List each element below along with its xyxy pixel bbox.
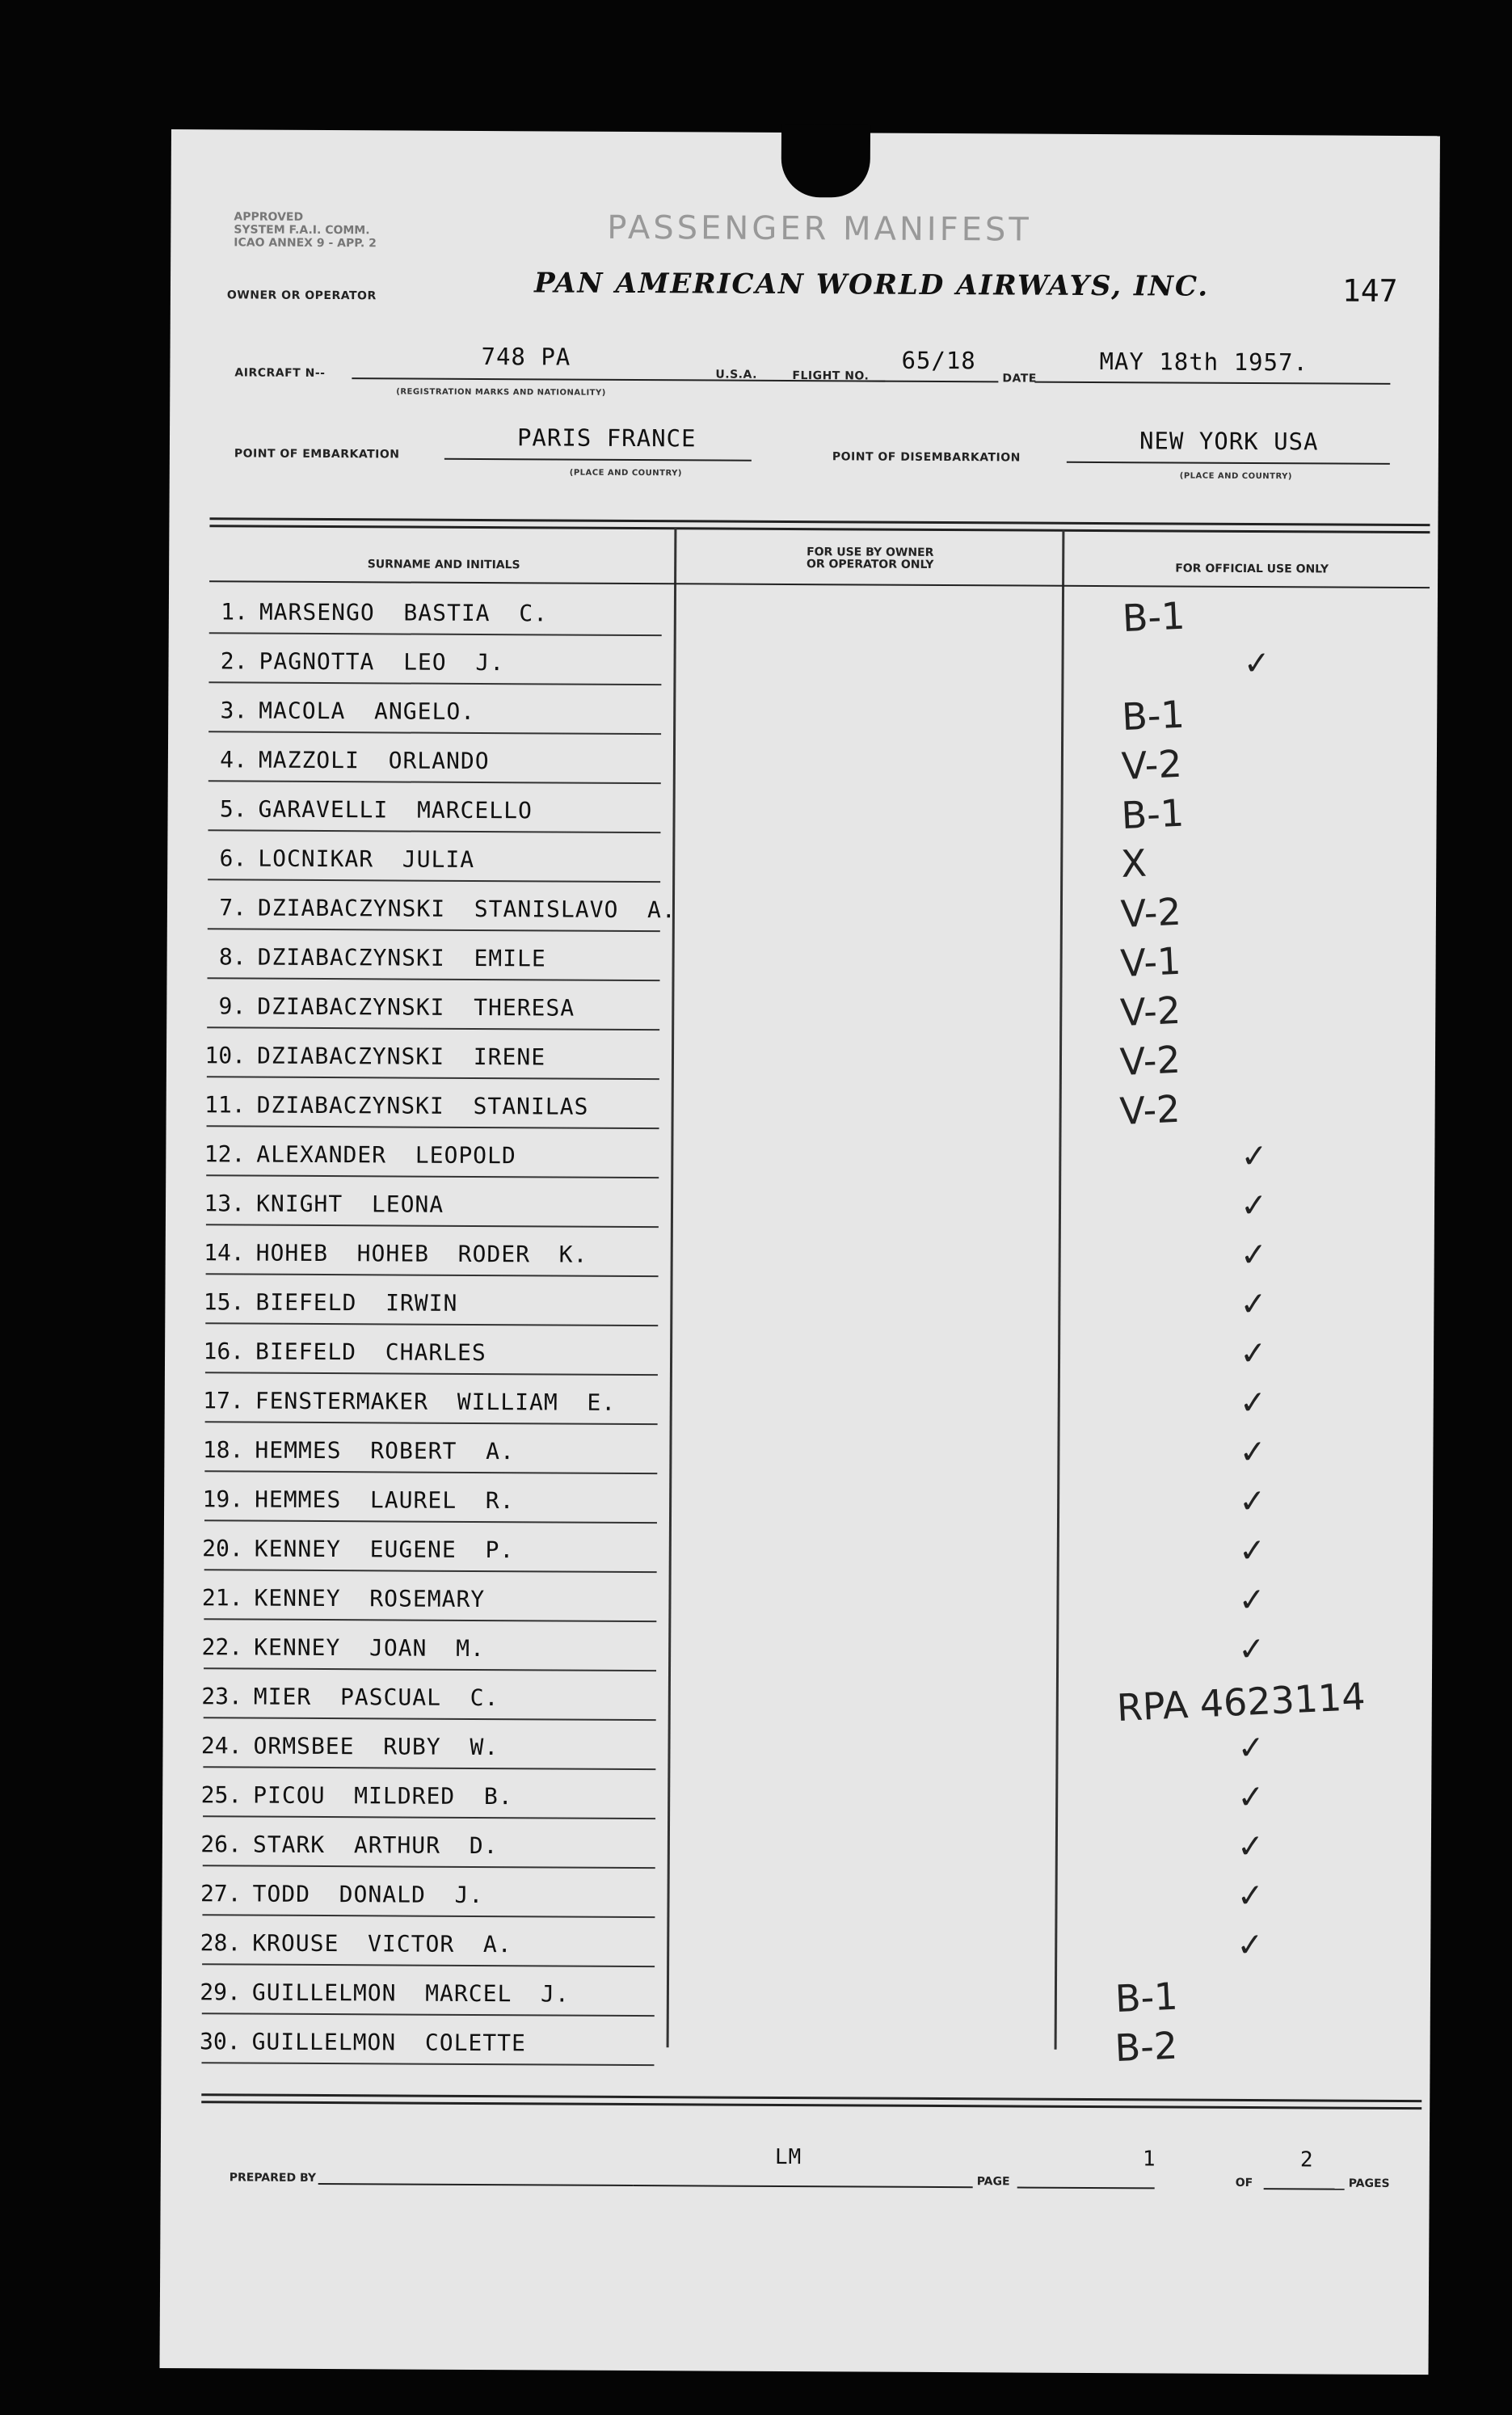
row-underline — [205, 1421, 658, 1425]
manifest-sheet — [159, 129, 1439, 2375]
passenger-number: 28. — [200, 1929, 242, 1957]
passenger-number: 14. — [204, 1239, 245, 1267]
official-mark: V-2 — [1120, 741, 1183, 789]
row-underline — [207, 1026, 659, 1030]
passenger-name: HEMMES ROBERT A. — [255, 1436, 515, 1465]
passenger-number: 2. — [220, 647, 248, 675]
passenger-row — [168, 738, 1437, 794]
passenger-name: KENNEY ROSEMARY — [254, 1584, 486, 1613]
passenger-number: 12. — [204, 1140, 246, 1168]
passenger-row — [168, 689, 1437, 744]
form-title: PASSENGER MANIFEST — [607, 209, 1032, 249]
official-mark: ✓ — [1238, 1482, 1267, 1521]
passenger-name: PICOU MILDRED B. — [253, 1781, 513, 1810]
row-underline — [204, 1618, 656, 1622]
passenger-row — [165, 1280, 1434, 1336]
row-underline — [206, 1273, 659, 1277]
row-underline — [207, 1076, 659, 1080]
passenger-number: 22. — [201, 1633, 243, 1661]
prepared-by-value: LM — [774, 2144, 802, 2170]
row-underline — [203, 1865, 655, 1869]
official-mark: X — [1120, 841, 1148, 886]
passenger-row — [162, 1823, 1431, 1878]
passenger-row — [165, 1379, 1434, 1435]
of-value: 2 — [1299, 2147, 1314, 2173]
owner-value: PAN AMERICAN WORLD AIRWAYS, INC. — [533, 267, 1210, 303]
passenger-number: 25. — [200, 1781, 242, 1809]
row-underline — [206, 1224, 659, 1228]
usa-label: U.S.A. — [715, 368, 757, 381]
passenger-name: MARSENGO BASTIA C. — [259, 598, 549, 627]
passenger-row — [162, 1921, 1430, 1977]
passenger-number: 27. — [200, 1880, 242, 1907]
passenger-name: FENSTERMAKER WILLIAM E. — [255, 1387, 617, 1416]
passenger-number: 5. — [219, 795, 247, 823]
aircraft-label: AIRCRAFT N-- — [234, 366, 326, 381]
passenger-row — [166, 1182, 1434, 1237]
embarkation-sublabel: (PLACE AND COUNTRY) — [569, 468, 682, 478]
flight-value: 65/18 — [901, 346, 976, 375]
passenger-name: GUILLELMON MARCEL J. — [251, 1979, 570, 2008]
official-mark: V-2 — [1118, 1086, 1181, 1134]
passenger-name: HOHEB HOHEB RODER K. — [255, 1239, 588, 1268]
official-mark: ✓ — [1240, 1137, 1269, 1176]
flight-underline — [857, 380, 998, 382]
passenger-row — [167, 837, 1436, 892]
owner-label: OWNER OR OPERATOR — [226, 289, 377, 303]
row-underline — [203, 1766, 655, 1770]
row-underline — [205, 1322, 658, 1326]
row-underline — [204, 1470, 657, 1474]
passenger-name: TODD DONALD J. — [252, 1880, 484, 1909]
header-rule — [209, 580, 1430, 588]
passenger-number: 24. — [200, 1732, 242, 1760]
passenger-row — [168, 639, 1437, 695]
owner-use-header-line: FOR USE BY OWNER — [807, 546, 934, 559]
passenger-row — [164, 1428, 1433, 1484]
passenger-row — [163, 1625, 1432, 1681]
row-underline — [208, 681, 661, 685]
table-top-rule — [209, 517, 1430, 533]
passenger-row — [164, 1477, 1433, 1533]
official-mark: ✓ — [1239, 1186, 1269, 1225]
disembarkation-value: NEW YORK USA — [1139, 427, 1319, 456]
passenger-name: DZIABACZYNSKI STANILAS — [256, 1091, 589, 1120]
approval-line: APPROVED — [234, 210, 304, 224]
passenger-number: 11. — [204, 1091, 246, 1119]
passenger-row — [165, 1330, 1434, 1385]
passenger-row — [162, 1872, 1430, 1928]
official-mark: ✓ — [1239, 1236, 1269, 1275]
date-label: DATE — [1002, 372, 1037, 386]
official-mark: V-2 — [1119, 889, 1182, 937]
row-underline — [206, 1174, 659, 1178]
page-label: PAGE — [976, 2175, 1010, 2189]
passenger-number: 20. — [202, 1535, 243, 1562]
row-underline — [209, 632, 662, 636]
passenger-name: DZIABACZYNSKI THERESA — [257, 993, 575, 1022]
prepared-by-label: PREPARED BY — [229, 2171, 317, 2185]
aircraft-sublabel: (REGISTRATION MARKS AND NATIONALITY) — [396, 387, 606, 398]
row-underline — [208, 928, 660, 932]
passenger-row — [167, 787, 1436, 843]
flight-label: FLIGHT NO. — [792, 369, 870, 383]
embarkation-value: PARIS FRANCE — [516, 424, 697, 453]
passenger-name: KROUSE VICTOR A. — [252, 1929, 512, 1958]
passenger-row — [166, 1034, 1435, 1089]
passenger-number: 7. — [219, 894, 247, 921]
row-underline — [204, 1569, 657, 1573]
approval-line: ICAO ANNEX 9 - APP. 2 — [234, 236, 377, 251]
official-mark: B-1 — [1120, 692, 1186, 740]
passenger-row — [163, 1675, 1432, 1730]
passenger-row — [163, 1576, 1432, 1632]
row-underline — [204, 1519, 657, 1524]
passenger-number: 26. — [200, 1831, 242, 1858]
surname-column-header: SURNAME AND INITIALS — [367, 558, 520, 572]
passenger-number: 6. — [219, 845, 247, 872]
passenger-name: HEMMES LAUREL R. — [255, 1486, 515, 1515]
punched-notch — [781, 124, 870, 198]
passenger-number: 8. — [218, 943, 246, 971]
row-underline — [208, 780, 661, 784]
passenger-number: 23. — [201, 1683, 242, 1710]
prepared-by-underline — [318, 2183, 634, 2186]
official-mark: B-1 — [1121, 593, 1186, 641]
official-mark: ✓ — [1242, 644, 1272, 683]
row-underline — [201, 2062, 654, 2066]
aircraft-value: 748 PA — [481, 343, 571, 371]
official-mark: ✓ — [1238, 1433, 1268, 1472]
passenger-row — [166, 1083, 1435, 1139]
row-underline — [204, 1717, 656, 1721]
official-mark: ✓ — [1236, 1729, 1266, 1768]
passenger-number: 9. — [218, 993, 246, 1020]
passenger-name: KENNEY EUGENE P. — [254, 1535, 515, 1564]
passenger-name: BIEFELD IRWIN — [255, 1288, 458, 1317]
passenger-name: DZIABACZYNSKI IRENE — [256, 1042, 546, 1071]
passenger-number: 1. — [221, 598, 248, 626]
table-bottom-rule — [201, 2093, 1421, 2109]
disembarkation-underline — [1067, 462, 1390, 465]
passenger-number: 13. — [204, 1190, 246, 1217]
passenger-name: MIER PASCUAL C. — [253, 1683, 499, 1712]
passenger-name: GUILLELMON COLETTE — [251, 2028, 526, 2057]
official-mark: ✓ — [1239, 1285, 1268, 1324]
official-mark: V-1 — [1119, 938, 1182, 986]
passenger-number: 16. — [203, 1338, 245, 1365]
passenger-row — [166, 1231, 1434, 1287]
prepared-underline-2 — [634, 2185, 973, 2188]
passenger-number: 21. — [201, 1584, 243, 1612]
passenger-row — [166, 984, 1435, 1040]
embarkation-underline — [444, 458, 752, 462]
page-number: 147 — [1341, 272, 1398, 309]
official-mark: ✓ — [1237, 1581, 1267, 1620]
official-mark: RPA 4623114 — [1115, 1674, 1367, 1730]
passenger-number: 29. — [200, 1979, 242, 2006]
official-mark: ✓ — [1236, 1778, 1266, 1817]
row-underline — [204, 1667, 656, 1671]
passenger-number: 10. — [204, 1042, 246, 1069]
official-mark: ✓ — [1239, 1334, 1268, 1373]
passenger-name: MAZZOLI ORLANDO — [258, 746, 490, 775]
row-underline — [208, 829, 660, 833]
passenger-number: 30. — [199, 2028, 241, 2055]
pages-label: PAGES — [1348, 2177, 1390, 2190]
row-underline — [205, 1372, 658, 1376]
page-value: 1 — [1142, 2147, 1156, 2172]
passenger-name: KENNEY JOAN M. — [254, 1633, 485, 1663]
passenger-number: 15. — [203, 1288, 245, 1316]
official-mark: B-2 — [1114, 2023, 1179, 2071]
row-underline — [207, 977, 659, 981]
official-mark: B-1 — [1114, 1974, 1179, 2021]
passenger-name: LOCNIKAR JULIA — [258, 845, 475, 873]
passenger-number: 3. — [220, 697, 248, 724]
date-value: MAY 18th 1957. — [1099, 348, 1309, 377]
embarkation-label: POINT OF EMBARKATION — [234, 447, 400, 462]
passenger-number: 19. — [202, 1486, 244, 1513]
approval-stamp — [234, 210, 377, 250]
passenger-name: DZIABACZYNSKI STANISLAVO A. — [257, 894, 676, 924]
passenger-row — [161, 2020, 1430, 2076]
passenger-name: BIEFELD CHARLES — [255, 1338, 486, 1367]
of-underline — [1264, 2188, 1345, 2190]
official-column-header: FOR OFFICIAL USE ONLY — [1175, 562, 1329, 576]
official-mark: ✓ — [1238, 1384, 1268, 1422]
approval-line: SYSTEM F.A.I. COMM. — [234, 223, 370, 238]
passenger-row — [166, 1132, 1434, 1188]
passenger-number: 18. — [202, 1436, 244, 1464]
official-mark: B-1 — [1120, 790, 1186, 838]
passenger-row — [164, 1527, 1433, 1583]
date-underline — [1034, 381, 1390, 385]
owner-use-header-line: OR OPERATOR ONLY — [806, 558, 934, 571]
passenger-name: DZIABACZYNSKI EMILE — [257, 943, 546, 972]
passenger-name: STARK ARTHUR D. — [252, 1831, 499, 1860]
passenger-row — [167, 886, 1436, 942]
passenger-number: 17. — [203, 1387, 244, 1414]
official-mark: V-2 — [1118, 1037, 1181, 1085]
owner-use-column-header — [686, 546, 1054, 571]
passenger-name: ORMSBEE RUBY W. — [253, 1732, 499, 1761]
passenger-name: PAGNOTTA LEO J. — [259, 647, 505, 676]
passenger-row — [166, 935, 1435, 991]
passenger-number: 4. — [220, 746, 248, 773]
row-underline — [208, 879, 660, 883]
passenger-row — [169, 590, 1438, 646]
official-mark: ✓ — [1237, 1532, 1267, 1570]
passenger-row — [162, 1773, 1431, 1829]
page-underline — [1017, 2187, 1155, 2190]
official-mark: ✓ — [1236, 1926, 1265, 1965]
disembarkation-sublabel: (PLACE AND COUNTRY) — [1179, 471, 1292, 482]
row-underline — [203, 1815, 655, 1819]
passenger-name: ALEXANDER LEOPOLD — [256, 1140, 516, 1170]
official-mark: ✓ — [1236, 1877, 1266, 1916]
official-mark: V-2 — [1119, 988, 1182, 1035]
passenger-name: KNIGHT LEONA — [255, 1190, 444, 1218]
passenger-name: MACOLA ANGELO. — [259, 697, 476, 725]
passenger-row — [162, 1970, 1430, 2026]
of-label: OF — [1235, 2176, 1253, 2190]
row-underline — [208, 731, 661, 735]
row-underline — [202, 1914, 655, 1918]
row-underline — [202, 1963, 655, 1967]
official-mark: ✓ — [1237, 1630, 1266, 1669]
disembarkation-label: POINT OF DISEMBARKATION — [832, 450, 1021, 465]
passenger-row — [162, 1724, 1431, 1780]
passenger-name: GARAVELLI MARCELLO — [258, 795, 533, 824]
official-mark: ✓ — [1236, 1827, 1266, 1866]
row-underline — [202, 2012, 655, 2017]
row-underline — [207, 1125, 659, 1129]
